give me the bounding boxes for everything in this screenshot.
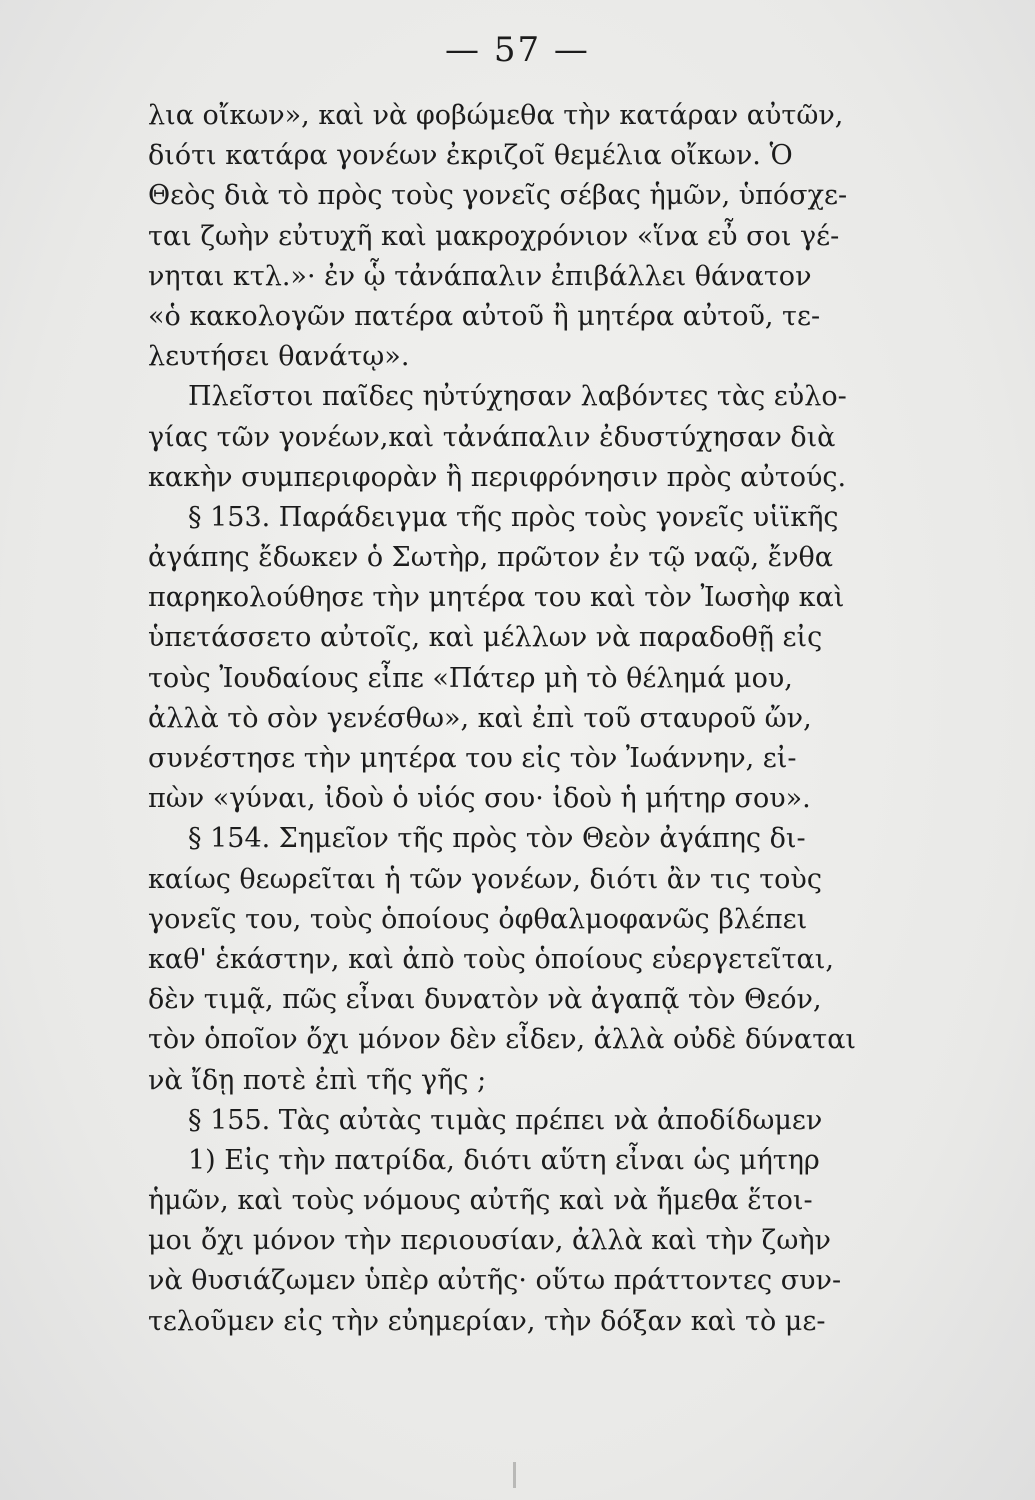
text-line: ται ζωὴν εὐτυχῆ καὶ μακροχρόνιον «ἵνα εὖ σοι γέ- xyxy=(148,220,840,252)
list-item-1-line: 1) Εἰς τὴν πατρίδα, διότι αὕτη εἶναι ὡς μήτηρ xyxy=(188,1144,820,1176)
text-line: γίας τῶν γονέων,καὶ τἀνάπαλιν ἐδυστύχησαν διὰ xyxy=(148,421,836,453)
text-line: ὑπετάσσετο αὐτοῖς, καὶ μέλλων νὰ παραδοθῇ εἰς xyxy=(148,622,823,654)
text-line: γονεῖς του, τοὺς ὁποίους ὀφθαλμοφανῶς βλέπει xyxy=(148,903,808,935)
text-line: μοι ὄχι μόνον τὴν περιουσίαν, ἀλλὰ καὶ τὴν ζωὴν xyxy=(148,1225,831,1257)
text-line: λια οἴκων», καὶ νὰ φοβώμεθα τὴν κατάραν αὐτῶν, xyxy=(148,100,844,131)
text-line: νὰ ἴδῃ ποτὲ ἐπὶ τῆς γῆς ; xyxy=(148,1064,487,1096)
text-line: δὲν τιμᾷ, πῶς εἶναι δυνατὸν νὰ ἀγαπᾷ τὸν Θεόν, xyxy=(148,984,822,1016)
body-text xyxy=(148,96,938,1342)
text-line: παρηκολούθησε τὴν μητέρα του καὶ τὸν Ἰωσὴφ καὶ xyxy=(148,582,845,614)
text-line: καίως θεωρεῖται ἡ τῶν γονέων, διότι ἂν τις τοὺς xyxy=(148,863,822,895)
text-line: συνέστησε τὴν μητέρα του εἰς τὸν Ἰωάννην, εἰ- xyxy=(148,743,797,774)
text-line: τοὺς Ἰουδαίους εἶπε «Πάτερ μὴ τὸ θέλημά μου, xyxy=(148,662,793,694)
text-line: τὸν ὁποῖον ὄχι μόνον δὲν εἶδεν, ἀλλὰ οὐδὲ δύναται xyxy=(148,1024,857,1056)
text-line: λευτήσει θανάτῳ». xyxy=(148,341,410,373)
text-line: καθ' ἑκάστην, καὶ ἀπὸ τοὺς ὁποίους εὐεργετεῖται, xyxy=(148,943,834,975)
text-line: διότι κατάρα γονέων ἐκριζοῖ θεμέλια οἴκων. Ὁ xyxy=(148,140,793,172)
text-line: τελοῦμεν εἰς τὴν εὐημερίαν, τὴν δόξαν καὶ τὸ με- xyxy=(148,1305,826,1337)
text-line: Θεὸς διὰ τὸ πρὸς τοὺς γονεῖς σέβας ἡμῶν, ὑπόσχε- xyxy=(148,180,848,212)
section-153-heading-line: § 153. Παράδειγμα τῆς πρὸς τοὺς γονεῖς υἱϊκῆς xyxy=(188,501,839,533)
text-line: νὰ θυσιάζωμεν ὑπὲρ αὐτῆς· οὕτω πράττοντες συν- xyxy=(148,1265,842,1297)
text-line: «ὁ κακολογῶν πατέρα αὐτοῦ ἢ μητέρα αὐτοῦ, τε- xyxy=(148,300,821,332)
section-155-heading-line: § 155. Τὰς αὐτὰς τιμὰς πρέπει νὰ ἀποδίδωμεν xyxy=(188,1104,823,1136)
section-154-heading-line: § 154. Σημεῖον τῆς πρὸς τὸν Θεὸν ἀγάπης δι- xyxy=(188,823,806,855)
text-line: ἀλλὰ τὸ σὸν γενέσθω», καὶ ἐπὶ τοῦ σταυροῦ ὤν, xyxy=(148,702,812,734)
ink-mark xyxy=(513,1462,516,1488)
text-line: νηται κτλ.»· ἐν ᾧ τἀνάπαλιν ἐπιβάλλει θάνατον xyxy=(148,260,812,292)
text-line: κακὴν συμπεριφορὰν ἢ περιφρόνησιν πρὸς αὐτούς. xyxy=(148,461,847,493)
paragraph-start-line: Πλεῖστοι παῖδες ηὐτύχησαν λαβόντες τὰς εὐλο- xyxy=(188,381,847,413)
text-line: ἀγάπης ἔδωκεν ὁ Σωτὴρ, πρῶτον ἐν τῷ ναῷ, ἔνθα xyxy=(148,542,834,574)
text-line: πὼν «γύναι, ἰδοὺ ὁ υἱός σου· ἰδοὺ ἡ μήτηρ σου». xyxy=(148,783,811,815)
page-number: — 57 — xyxy=(445,30,590,70)
text-line: ἡμῶν, καὶ τοὺς νόμους αὐτῆς καὶ νὰ ἤμεθα ἕτοι- xyxy=(148,1185,813,1217)
